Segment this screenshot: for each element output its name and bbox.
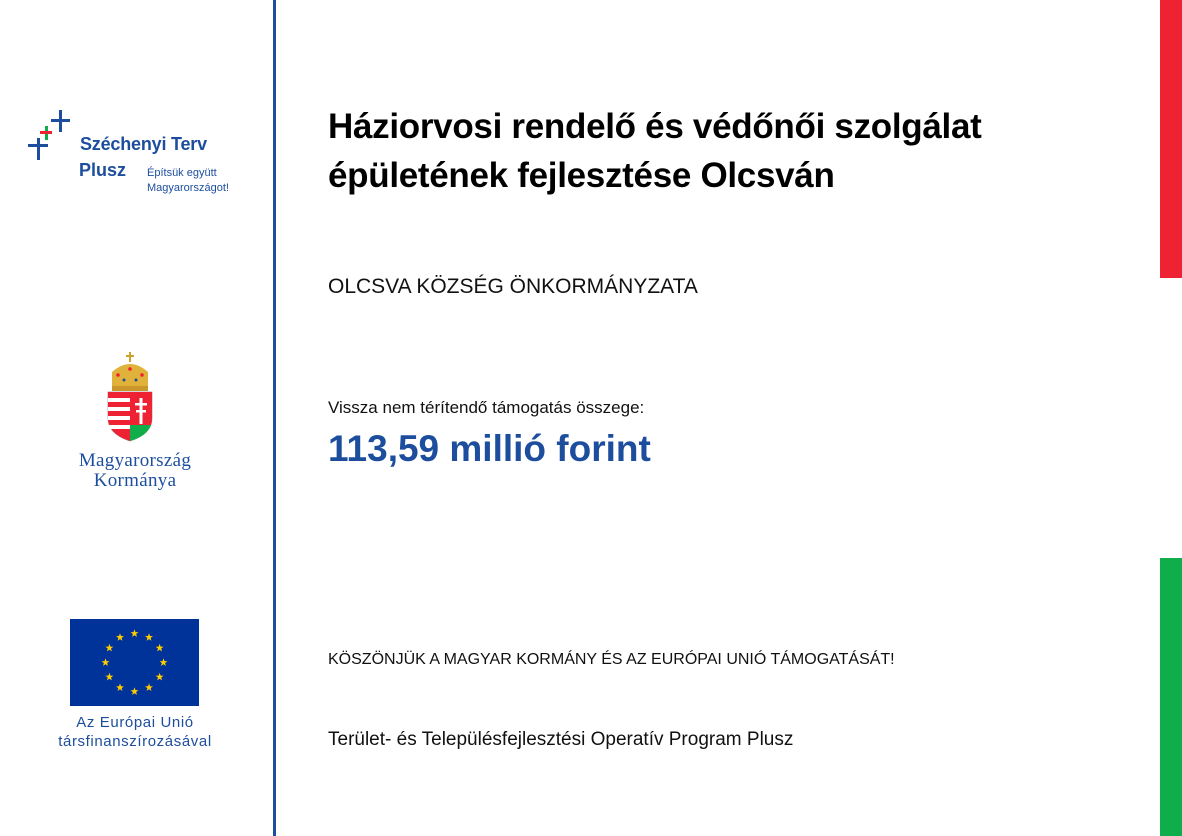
eu-star-icon: [116, 633, 124, 641]
program-name: Terület- és Településfejlesztési Operatív Program Plusz: [328, 729, 794, 750]
hungarian-coat-of-arms-icon: [104, 350, 156, 442]
szechenyi-cross-icon: [28, 110, 80, 162]
vertical-divider: [273, 0, 276, 836]
eu-star-icon: [145, 683, 153, 691]
szechenyi-plus: Plusz: [79, 160, 127, 180]
logo-column: [0, 0, 274, 836]
eu-star-icon: [105, 673, 113, 681]
eu-star-icon: [131, 687, 139, 695]
grant-amount: 113,59 millió forint: [328, 428, 651, 469]
eu-star-icon: [160, 658, 168, 666]
eu-flag: [70, 619, 199, 706]
szechenyi-slogan: [147, 166, 229, 196]
szechenyi-name: Széchenyi Terv: [80, 134, 207, 154]
eu-star-icon: [145, 633, 153, 641]
eu-star-icon: [102, 658, 110, 666]
szechenyi-terv-logo: [28, 110, 268, 200]
project-title-line-1: Háziorvosi rendelő és védőnői szolgálat: [328, 107, 982, 146]
eu-star-icon: [156, 644, 164, 652]
eu-caption-line-1: Az Európai Unió: [76, 714, 194, 731]
slogan-line-1: Építsük együtt: [147, 167, 217, 179]
eu-stars-icon: [70, 619, 199, 706]
slogan-line-2: Magyarországot!: [147, 182, 229, 194]
grant-label: Vissza nem térítendő támogatás összege:: [328, 398, 645, 417]
eu-star-icon: [131, 629, 139, 637]
beneficiary-name: OLCSVA KÖZSÉG ÖNKORMÁNYZATA: [328, 275, 698, 298]
government-name-line-2: Kormánya: [93, 470, 177, 491]
thanks-statement: KÖSZÖNJÜK A MAGYAR KORMÁNY ÉS AZ EURÓPAI UNIÓ TÁMOGATÁSÁT!: [328, 651, 895, 668]
government-name-line-1: Magyarország: [78, 450, 192, 471]
flag-stripe-green: [1160, 558, 1182, 836]
eu-star-icon: [156, 673, 164, 681]
eu-caption-line-2: társfinanszírozásával: [58, 733, 212, 750]
eu-star-icon: [105, 644, 113, 652]
project-title-line-2: épületének fejlesztése Olcsván: [328, 156, 835, 195]
flag-stripe-red: [1160, 0, 1182, 278]
eu-star-icon: [116, 683, 124, 691]
project-title: [328, 102, 1128, 200]
